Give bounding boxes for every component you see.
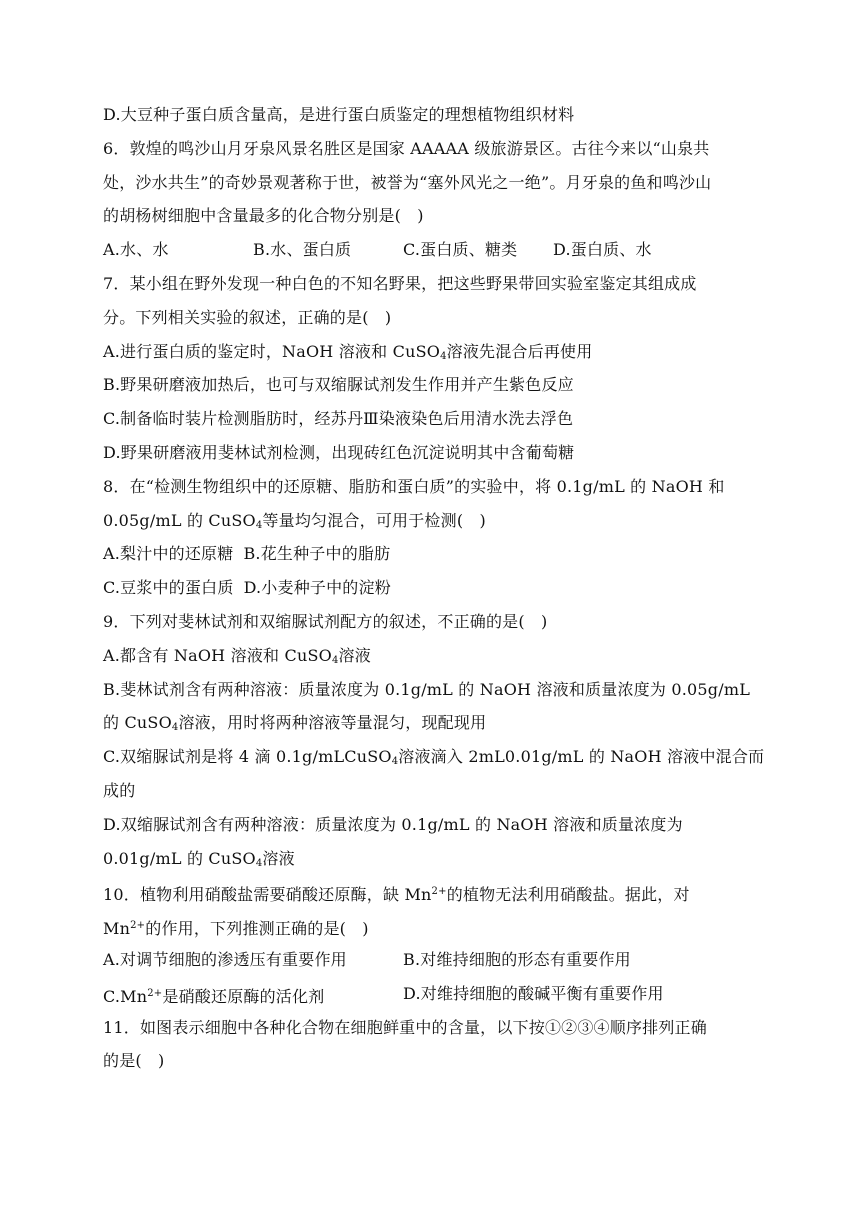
q9-option-d-line-1: D.双缩脲试剂含有两种溶液：质量浓度为 0.1g/mL 的 NaOH 溶液和质量浓度为 <box>103 814 683 834</box>
q8-option-a: A.梨汁中的还原糖 <box>103 544 234 564</box>
superscript: 2+ <box>130 920 146 932</box>
q6-stem-line-1: 6．敦煌的鸣沙山月牙泉风景名胜区是国家 AAAAA 级旅游景区。古往今来以“山泉共 <box>103 138 710 158</box>
subscript: 4 <box>440 350 447 362</box>
q10-option-b: B.对维持细胞的形态有重要作用 <box>403 949 631 969</box>
q10-stem-line-1 <box>103 875 763 909</box>
q6-option-d: D.蛋白质、水 <box>553 240 652 260</box>
q10-stem-text-1: 10．植物利用硝酸盐需要硝酸还原酶，缺 Mn <box>103 885 432 905</box>
q9-option-b-text-1: 的 CuSO <box>103 713 172 733</box>
q8-option-d: D.小麦种子中的淀粉 <box>243 578 391 598</box>
q9-stem: 9．下列对斐林试剂和双缩脲试剂配方的叙述，不正确的是( ) <box>103 611 548 631</box>
subscript: 4 <box>171 722 179 734</box>
superscript: 2+ <box>431 886 447 898</box>
q9-option-b-line-1: B.斐林试剂含有两种溶液：质量浓度为 0.1g/mL 的 NaOH 溶液和质量浓度为 0.05g/mL <box>103 679 751 699</box>
q6-option-b: B.水、蛋白质 <box>253 240 352 260</box>
q6-stem-line-2: 处，沙水共生”的奇妙景观著称于世，被誉为“塞外风光之一绝”。月牙泉的鱼和鸣沙山 <box>103 172 712 192</box>
q8-stem-text-1: 0.05g/mL 的 CuSO <box>103 510 256 530</box>
exam-page <box>103 98 763 1078</box>
q7-option-c: C.制备临时装片检测脂肪时，经苏丹Ⅲ染液染色后用清水洗去浮色 <box>103 409 574 429</box>
q8-stem-text-2: 等量均匀混合，可用于检测( ) <box>262 510 486 530</box>
q10-stem-line-2 <box>103 909 763 943</box>
q7-option-d: D.野果研磨液用斐林试剂检测，出现砖红色沉淀说明其中含葡萄糖 <box>103 442 575 462</box>
q8-options-row-2 <box>103 571 763 605</box>
q9-option-a <box>103 639 763 673</box>
q7-option-a <box>103 335 763 369</box>
q6-option-c: C.蛋白质、糖类 <box>403 240 518 260</box>
q10-stem-text-2: 的植物无法利用硝酸盐。据此，对 <box>446 885 690 905</box>
q9-option-c-line-1 <box>103 740 763 774</box>
q10-stem-text-4: 的作用，下列推测正确的是( ) <box>145 919 369 939</box>
q9-option-a-text-2: 溶液 <box>338 645 371 665</box>
q9-option-b-line-2 <box>103 706 763 740</box>
q5-option-d: D.大豆种子蛋白质含量高，是进行蛋白质鉴定的理想植物组织材料 <box>103 105 575 124</box>
q7-option-a-text-2: 溶液先混合后再使用 <box>446 341 593 361</box>
q11-stem-line-1: 11．如图表示细胞中各种化合物在细胞鲜重中的含量，以下按①②③④顺序排列正确 <box>103 1017 707 1037</box>
q7-option-b: B.野果研磨液加热后，也可与双缩脲试剂发生作用并产生紫色反应 <box>103 375 574 395</box>
q9-option-d-text-2: 溶液 <box>262 848 295 868</box>
q9-option-c-text-1: C.双缩脲试剂是将 4 滴 0.1g/mLCuSO <box>103 747 392 767</box>
q9-option-c-text-2: 溶液滴入 2mL0.01g/mL 的 NaOH 溶液中混合而 <box>398 747 765 767</box>
q10-option-c-text-2: 是硝酸还原酶的活化剂 <box>162 986 325 1006</box>
q7-stem-line-2: 分。下列相关实验的叙述，正确的是( ) <box>103 307 392 327</box>
q8-option-b: B.花生种子中的脂肪 <box>243 544 391 564</box>
q10-options-row-2 <box>103 977 763 1011</box>
q8-option-c: C.豆浆中的蛋白质 <box>103 578 234 598</box>
superscript: 2+ <box>147 987 163 999</box>
q8-stem-line-1: 8．在“检测生物组织中的还原糖、脂肪和蛋白质”的实验中，将 0.1g/mL 的 NaOH 和 <box>103 476 725 496</box>
q8-options-row-1 <box>103 537 763 571</box>
q7-stem-line-1: 7．某小组在野外发现一种白色的不知名野果，把这些野果带回实验室鉴定其组成成 <box>103 273 697 293</box>
q9-option-c-line-2: 成的 <box>103 780 136 800</box>
q9-option-d-text-1: 0.01g/mL 的 CuSO <box>103 848 256 868</box>
q11-stem-line-2: 的是( ) <box>103 1051 165 1071</box>
subscript: 4 <box>255 857 263 869</box>
subscript: 4 <box>391 756 399 768</box>
subscript: 4 <box>255 519 263 531</box>
q6-options <box>103 233 763 267</box>
q10-option-c <box>103 977 403 1011</box>
q10-option-d: D.对维持细胞的酸碱平衡有重要作用 <box>403 983 664 1003</box>
q10-option-a: A.对调节细胞的渗透压有重要作用 <box>103 949 347 969</box>
q10-option-c-text-1: C.Mn <box>103 986 148 1006</box>
q9-option-a-text-1: A.都含有 NaOH 溶液和 CuSO <box>103 645 332 665</box>
q7-option-a-text-1: A.进行蛋白质的鉴定时，NaOH 溶液和 CuSO <box>103 341 441 361</box>
q10-options-row-1 <box>103 943 763 977</box>
q9-option-b-text-2: 溶液，用时将两种溶液等量混匀，现配现用 <box>178 713 487 733</box>
q9-option-d-line-2 <box>103 842 763 876</box>
q8-stem-line-2 <box>103 504 763 538</box>
q10-stem-text-3: Mn <box>103 919 131 939</box>
subscript: 4 <box>331 654 339 666</box>
q6-option-a: A.水、水 <box>103 240 169 260</box>
q6-stem-line-3: 的胡杨树细胞中含量最多的化合物分别是( ) <box>103 206 424 226</box>
